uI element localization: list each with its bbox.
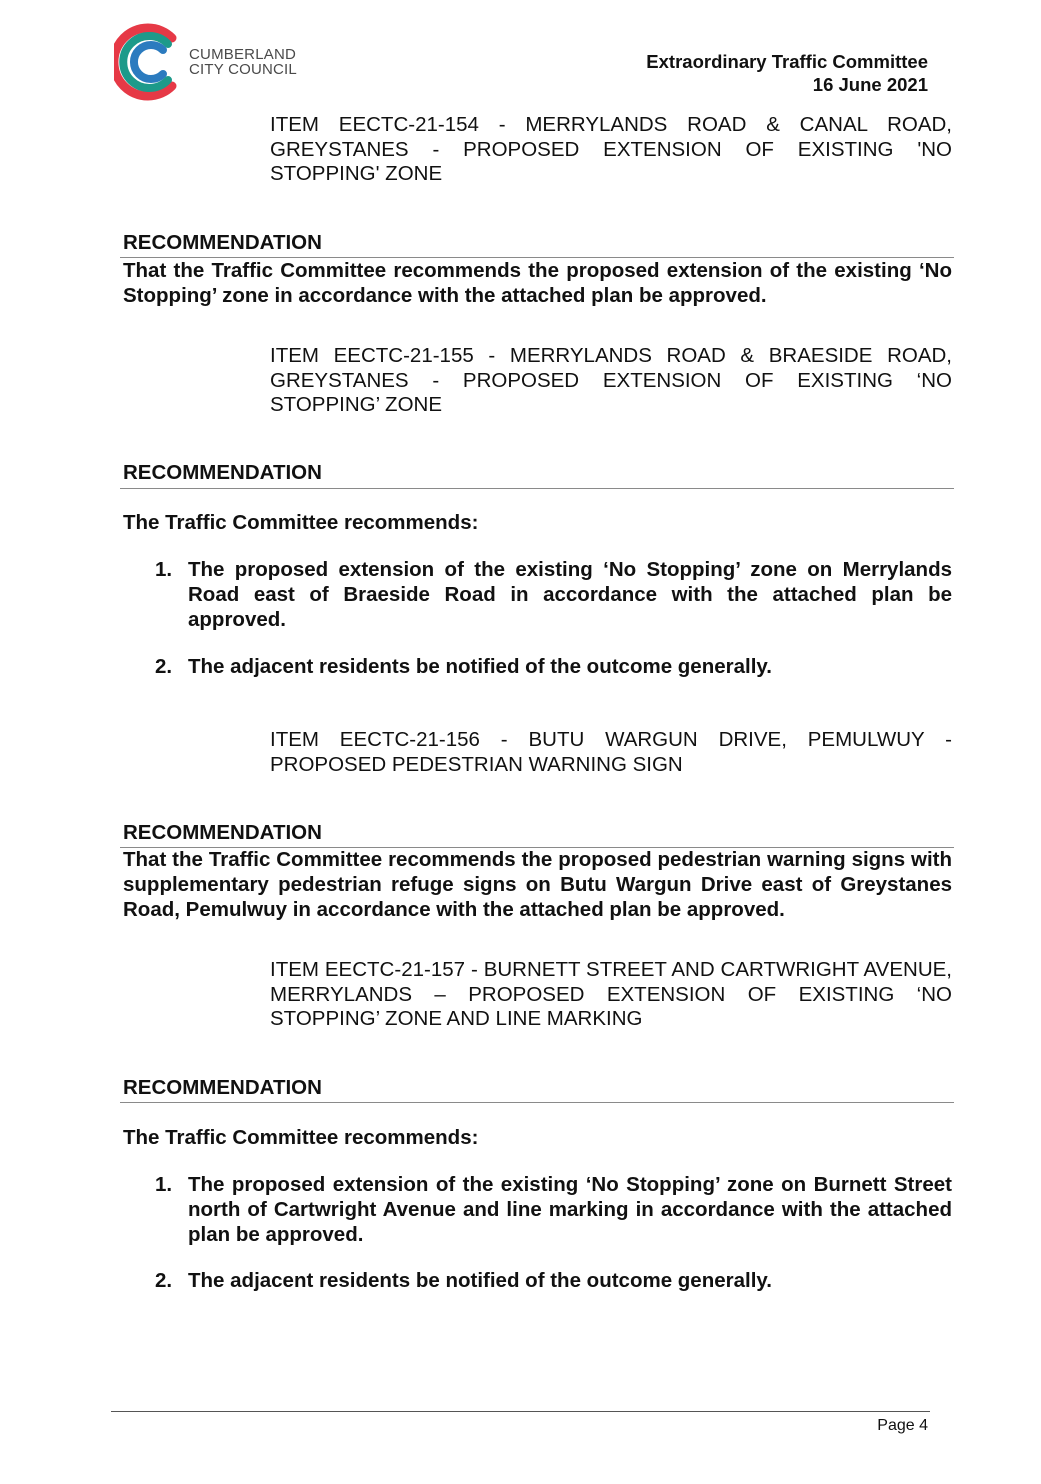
recommendation-heading: RECOMMENDATION — [123, 461, 322, 484]
item-title: ITEM EECTC-21-156 - BUTU WARGUN DRIVE, PEMULWUY - PROPOSED PEDESTRIAN WARNING SIGN — [270, 728, 952, 776]
logo-wordmark — [189, 47, 297, 77]
committee-title: Extraordinary Traffic Committee — [646, 51, 928, 72]
page-number: Page 4 — [877, 1417, 928, 1434]
list-item — [155, 1172, 952, 1247]
list-item — [155, 654, 952, 679]
list-text: The proposed extension of the existing ‘No Stopping’ zone on Burnett Street north of Cartwright Avenue and line marking in accordance with the attached plan be approved. — [188, 1173, 952, 1246]
list-item — [155, 557, 952, 632]
list-number: 2. — [155, 1269, 173, 1292]
meeting-date: 16 June 2021 — [812, 74, 928, 95]
logo-line-2: CITY COUNCIL — [189, 61, 297, 78]
list-item — [155, 1268, 952, 1293]
document-header — [646, 50, 928, 96]
recommendation-text: That the Traffic Committee recommends the proposed extension of the existing ‘No Stopping’ zone in accordance with the attached plan be approved. — [123, 259, 952, 307]
item-title: ITEM EECTC-21-157 - BURNETT STREET AND CARTWRIGHT AVENUE, MERRYLANDS – PROPOSED EXTENSION OF EXISTING ‘NO STOPPING’ ZONE AND LINE MARKING — [270, 958, 952, 1031]
recommendation-heading: RECOMMENDATION — [123, 1076, 322, 1099]
item-title: ITEM EECTC-21-155 - MERRYLANDS ROAD & BRAESIDE ROAD, GREYSTANES - PROPOSED EXTENSION OF EXISTING ‘NO STOPPING’ ZONE — [270, 344, 952, 417]
footer-divider — [111, 1411, 930, 1412]
list-number: 1. — [155, 1173, 173, 1196]
recommendation-heading: RECOMMENDATION — [123, 821, 322, 844]
item-title: ITEM EECTC-21-154 - MERRYLANDS ROAD & CANAL ROAD, GREYSTANES - PROPOSED EXTENSION OF EXISTING 'NO STOPPING' ZONE — [270, 113, 952, 186]
council-logo — [114, 22, 304, 104]
recommendation-intro: The Traffic Committee recommends: — [123, 511, 479, 534]
recommendation-intro: The Traffic Committee recommends: — [123, 1126, 479, 1149]
recommendation-text: That the Traffic Committee recommends the proposed pedestrian warning signs with supplementary pedestrian refuge signs on Butu Wargun Drive east of Greystanes Road, Pemulwuy in accordance with the attached plan be approved. — [123, 848, 952, 921]
list-text: The adjacent residents be notified of the outcome generally. — [188, 1269, 772, 1292]
council-logo-icon — [114, 22, 186, 102]
logo-line-1: CUMBERLAND — [189, 46, 297, 63]
heading-divider — [120, 1102, 954, 1103]
heading-divider — [120, 257, 954, 258]
list-text: The adjacent residents be notified of the outcome generally. — [188, 655, 772, 678]
list-number: 1. — [155, 558, 173, 581]
list-number: 2. — [155, 655, 173, 678]
recommendation-heading: RECOMMENDATION — [123, 231, 322, 254]
heading-divider — [120, 488, 954, 489]
list-text: The proposed extension of the existing ‘No Stopping’ zone on Merrylands Road east of Braeside Road in accordance with the attached plan be approved. — [188, 558, 952, 631]
